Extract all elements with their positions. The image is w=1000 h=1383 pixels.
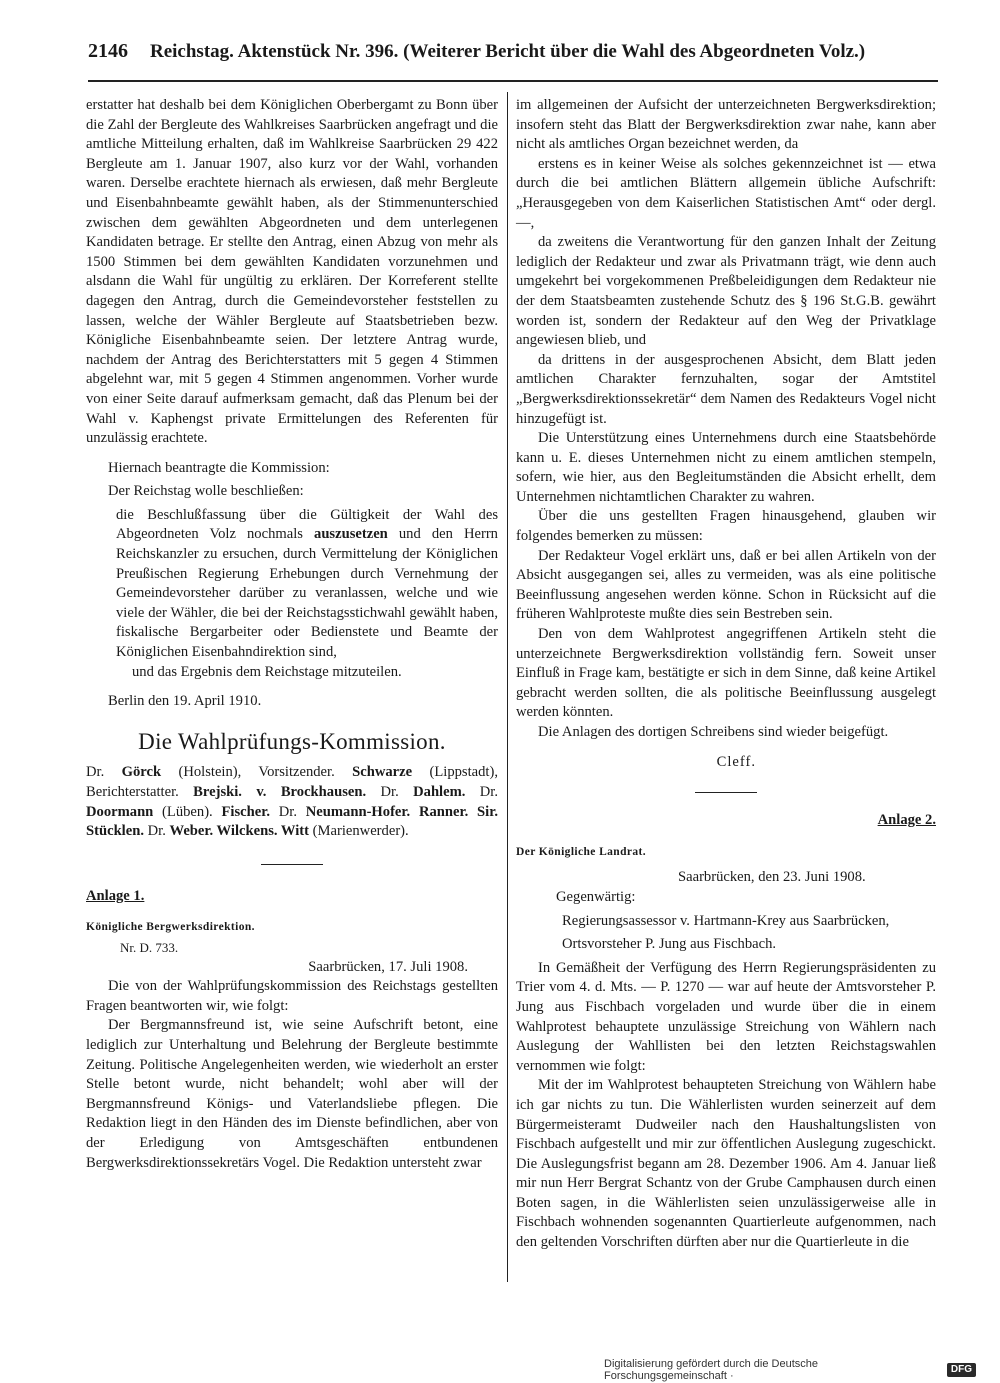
attendee: Ortsvorsteher P. Jung aus Fischbach. — [562, 936, 777, 953]
dfg-logo: DFG — [947, 1363, 976, 1377]
member-name: Fischer. — [221, 803, 270, 820]
running-title: Reichstag. Aktenstück Nr. 396. (Weiterer Bericht über die Wahl des Abgeordneten Volz.) — [150, 41, 866, 62]
paragraph: Mit der im Wahlprotest behaupteten Streichung von Wählern habe ich gar nichts zu tun. Die Wählerlisten wurden seinerzeit auf dem Bürgermeisteramt Dudweiler nach den Haushaltungslisten von Fischbach aufgestellt und mir zur öffentlichen Auslegung zugeschickt. Die Auslegungsfrist begann am 28. Dezember 1906. Am 4. Januar ließ mir nun Herr Bergrat Schantz von der Grube Camphausen durch einen Boten sagen, in die Wählerlisten seien unzulässigerweise alle in Fischbach wohnenden sogenannten Quartierleute aufgenommen, nach den geltenden Vorschriften dürften aber nur die Quartierleute in die — [516, 1077, 936, 1251]
reference-number: Nr. D. 733. — [120, 939, 179, 955]
signature: Cleff. — [716, 753, 756, 770]
commission-members — [86, 763, 498, 841]
member-name: Doormann — [86, 803, 154, 820]
member-text: Dr. — [366, 784, 414, 800]
member-text: (Marienwerder). — [309, 823, 409, 840]
member-text: (Lüben). — [153, 803, 222, 820]
member-text: Dr. — [465, 784, 499, 800]
member-text: Dr. — [143, 823, 170, 840]
left-column — [86, 96, 498, 1173]
footer-text: Digitalisierung gefördert durch die Deutsche Forschungsgemeinschaft · — [604, 1358, 819, 1382]
date-line: Berlin den 19. April 1910. — [108, 693, 262, 710]
proposal-part: die Beschlußfassung über die Gültigkeit der Wahl des Abgeordneten Volz nochmals — [116, 506, 498, 543]
paragraph: Über die uns gestellten Fragen hinausgehend, glauben wir folgendes bemerken zu müssen: — [516, 508, 936, 545]
member-text: (Lippstadt), Berichterstatter. — [86, 764, 498, 800]
paragraph: im allgemeinen der Aufsicht der unterzeichneten Bergwerksdirektion; insofern steht das Blatt der Bergwerksdirektion zwar nahe, kann aber nicht als amtliches Organ bezeichnet werden, da — [516, 97, 936, 153]
member-name: Brejski. v. Brockhausen. — [193, 784, 367, 800]
member-name: Neumann-Hofer. Ranner. Sir. Stücklen. — [86, 803, 498, 840]
letter-date: Saarbrücken, 17. Juli 1908. — [308, 958, 468, 975]
issuing-office: Der Königliche Landrat. — [516, 845, 647, 858]
right-column — [516, 96, 936, 1253]
issuing-office: Königliche Bergwerksdirektion. — [86, 921, 255, 934]
member-name: Dahlem. — [413, 784, 466, 800]
paragraph: Die Unterstützung eines Unternehmens durch eine Staatsbehörde kann u. E. dieses Unternehmen nicht zu einem amtlichen stempeln, sofern, wie hier, aus den Begleitumständen die Absicht erhellt, dem Unternehmen nichtamtlichen Charakter zu wahren. — [516, 430, 936, 505]
page-number: 2146 — [88, 40, 128, 62]
member-name: Görck — [121, 764, 162, 781]
member-text: Dr. — [86, 764, 122, 781]
proposal-emphasis: auszusetzen — [314, 526, 388, 543]
paragraph: Hiernach beantragte die Kommission: — [108, 459, 330, 476]
paragraph: Die Anlagen des dortigen Schreibens sind wieder beigefügt. — [538, 724, 889, 740]
annex-label: Anlage 2. — [877, 812, 936, 829]
member-name: Schwarze — [352, 764, 413, 781]
paragraph: erstens es in keiner Weise als solches gekennzeichnet ist — etwa durch die bei amtlichen Blättern allgemein übliche Aufschrift: „Herausgegeben von dem Kaiserlichen Statistischen Amt“ oder dergl. —, — [516, 155, 936, 231]
member-name: Weber. Wilckens. Witt — [169, 823, 310, 840]
protocol-date: Saarbrücken, den 23. Juni 1908. — [678, 869, 866, 886]
running-header — [88, 40, 938, 82]
paragraph: Den von dem Wahlprotest angegriffenen Artikeln steht die unterzeichnete Bergwerksdirektion vollständig fern. Soweit unser Einfluß in Frage kam, bestätigte er sich in dem Sinne, daß keine Artikel gebracht werden sollten, die als politische Beeinflussung ausgelegt werden könnten. — [516, 626, 936, 721]
paragraph: Der Reichstag wolle beschließen: — [108, 483, 304, 500]
digitization-footer — [604, 1358, 976, 1382]
separator-rule — [261, 864, 323, 865]
proposal-closing: und das Ergebnis dem Reichstage mitzuteilen. — [132, 663, 402, 680]
member-text: (Holstein), Vorsitzender. — [161, 764, 353, 781]
paragraph: da zweitens die Verantwortung für den ganzen Inhalt der Zeitung lediglich der Redakteur und zwar als Privatmann trägt, wie denn auch umgekehrt bei vorgekommenen Preßbeleidigungen dem Redakteur nie der dem Staatsbeamten zustehende Schutz des § 196 St.G.B. gewährt worden ist, sondern der Redakteur auf den Weg der Privatklage angewiesen blieb, und — [516, 234, 936, 349]
proposal-text — [116, 506, 498, 663]
column-divider — [507, 92, 508, 1282]
separator-rule — [695, 792, 757, 793]
attendee: Regierungsassessor v. Hartmann-Krey aus Saarbrücken, — [562, 912, 890, 929]
paragraph: da drittens in der ausgesprochenen Absicht, dem Blatt jeden amtlichen Charakter fernzuhalten, sogar der Amtstitel „Bergwerksdirektionssekretär“ dem Namen des Redakteurs Vogel nicht hinzugefügt ist. — [516, 351, 936, 427]
annex-label: Anlage 1. — [86, 887, 145, 904]
paragraph: Die von der Wahlprüfungskommission des Reichstags gestellten Fragen beantworten wir, wie folgt: — [86, 978, 498, 1014]
paragraph: erstatter hat deshalb bei dem Königlichen Oberbergamt zu Bonn über die Zahl der Bergleute des Wahlkreises Saarbrücken angefragt und die amtliche Mitteilung erhalten, daß im Wahlkreise Saarbrücken 29 422 Bergleute am 1. Januar 1907, also kurz vor der Wahl, vorhanden waren. Derselbe erachtete hiernach als erwiesen, daß mehr Bergleute und Eisenbahnbeamte gewählt haben, als der Stimmenunterschied zwischen dem gewählten Abgeordneten und dem unterlegenen Kandidaten betrage. Er stellte den Antrag, einen Abzug von mehr als 1500 Stimmen bei dem gewählten Kandidaten vorzunehmen und alsdann die Wahl für ungültig zu erklären. Der Korreferent stellte dagegen den Antrag, durch die Gemeindevorsteher feststellen zu lassen, welche der Wähler Bergleute auf Staatsbetrieben bezw. Königliche Eisenbahnbeamte seien. Der letztere Antrag wurde, nachdem der Antrag des Berichterstatters mit 5 gegen 4 Stimmen abgelehnt war, mit 5 gegen 4 Stimmen angenommen. Vorher wurde von einer Seite darauf aufmerksam gemacht, daß das Plenum bei der Wahl v. Kaphengst private Ermittelungen des Referenten für unzulässig erachtete. — [86, 97, 498, 447]
paragraph: In Gemäßheit der Verfügung des Herrn Regierungspräsidenten zu Trier vom 4. d. Mts. — P. 1270 — war auf heute der Amtsvorsteher P. Jung aus Fischbach vorgeladen und wurde über die in einem Wahlprotest behauptete unzulässige Streichung von Wählern nach Auslegung der Wahllisten bei den letzten Reichstagswahlen vernommen wie folgt: — [516, 959, 936, 1074]
member-text: Dr. — [269, 803, 306, 820]
paragraph: Der Redakteur Vogel erklärt uns, daß er bei allen Artikeln von der Absicht ausgegangen sei, alles zu vermeiden, was als eine politische Beeinflussung angesehen werden könne. Schon in Rücksicht auf die früheren Wahlproteste mußte dies sein Bestreben sein. — [516, 547, 936, 623]
paragraph: Der Bergmannsfreund ist, wie seine Aufschrift betont, eine lediglich zur Unterhaltung und Belehrung der Bergleute bestimmte Zeitung. Politische Angelegenheiten werden, wie wiederholt an erster Stelle betont wurde, nicht behandelt; wohl aber will der Bergmannsfreund Königs- und Vaterlandsliebe pflegen. Die Redaktion liegt in den Händen des im Dienste befindlichen, aber von der Erledigung von Amtsgeschäften entbundenen Bergwerksdirektionssekretärs Vogel. Die Redaktion untersteht zwar — [86, 1017, 498, 1171]
commission-title: Die Wahlprüfungs-Kommission. — [138, 728, 446, 754]
proposal-part: und den Herrn Reichskanzler zu ersuchen, durch Vermittelung der Königlichen Preußischen Regierung Erhebungen durch Vernehmung der Gemeindevorsteher darüber zu veranlassen, welche und wie viele der Wähler, die bei der Reichstagsstichwahl gewählt haben, fiskalische Bergarbeiter oder Bedienstete und Beamte der Königlichen Eisenbahndirektion sind, — [116, 526, 498, 661]
present-label: Gegenwärtig: — [556, 888, 636, 905]
